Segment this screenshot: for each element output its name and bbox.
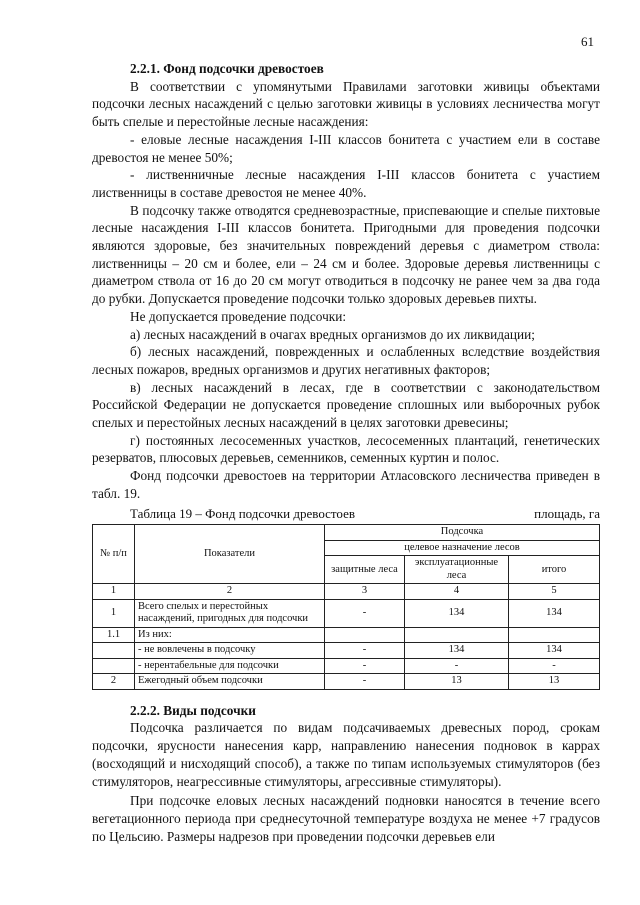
row-protective: -	[325, 643, 405, 659]
header-purpose: целевое назначение лесов	[325, 540, 600, 556]
row-exploitation: -	[405, 658, 509, 674]
row-protective: -	[325, 599, 405, 627]
col-number: 5	[509, 584, 600, 600]
column-number-row	[93, 584, 600, 600]
row-exploitation: 134	[405, 643, 509, 659]
row-num	[93, 658, 135, 674]
table-caption-row	[92, 505, 600, 523]
row-num: 1.1	[93, 627, 135, 643]
page-number: 61	[581, 34, 594, 49]
table-row	[93, 643, 600, 659]
table-row	[93, 627, 600, 643]
list-item: б) лесных насаждений, поврежденных и ослабленных вследствие воздействия лесных пожаров, вредных организмов и других негативных факторов;	[92, 344, 600, 377]
table-row	[93, 599, 600, 627]
section-heading: 2.2.1. Фонд подсочки древостоев	[130, 61, 324, 76]
header-total: итого	[509, 556, 600, 584]
row-total: 13	[509, 674, 600, 690]
header-exploitation: эксплуатационные леса	[405, 556, 509, 584]
col-number: 2	[135, 584, 325, 600]
row-num	[93, 643, 135, 659]
list-item: - лиственничные лесные насаждения I-III классов бонитета с участием лиственницы в составе древостоя не менее 40%.	[92, 167, 600, 200]
row-name: Всего спелых и перестойных насаждений, пригодных для подсочки	[135, 599, 325, 627]
list-item: в) лесных насаждений в лесах, где в соответствии с законодательством Российской Федерации не допускается проведение сплошных или выборочных рубок спелых и перестойных лесных насаждений в целях заготовки древесины;	[92, 379, 600, 431]
document-body	[92, 60, 600, 845]
header-protective: защитные леса	[325, 556, 405, 584]
paragraph: Подсочка различается по видам подсачиваемых древесных пород, срокам подсочки, ярусности нанесения карр, направлению нанесения подновок в каррах (восходящий и нисходящий способ), а также по типам используемых стимуляторов (без стимуляторов, неагрессивные стимуляторы, агрессивные стимуляторы).	[92, 720, 600, 789]
table-row	[93, 658, 600, 674]
paragraph: В соответствии с упомянутыми Правилами заготовки живицы объектами подсочки лесных насаждений с целью заготовки живицы в условиях лесничества могут быть спелые и перестойные лесные насаждения:	[92, 78, 600, 130]
row-name: Из них:	[135, 627, 325, 643]
list-item: а) лесных насаждений в очагах вредных организмов до их ликвидации;	[130, 326, 535, 342]
row-name: - нерентабельные для подсочки	[135, 658, 325, 674]
row-protective	[325, 627, 405, 643]
header-num: № п/п	[93, 525, 135, 584]
row-protective: -	[325, 658, 405, 674]
row-total: 134	[509, 643, 600, 659]
row-total	[509, 627, 600, 643]
row-total: 134	[509, 599, 600, 627]
row-num: 2	[93, 674, 135, 690]
col-number: 1	[93, 584, 135, 600]
section-heading: 2.2.2. Виды подсочки	[130, 702, 256, 718]
table-caption: Таблица 19 – Фонд подсочки древостоев	[130, 505, 355, 521]
paragraph: В подсочку также отводятся средневозрастные, приспевающие и спелые пихтовые лесные насаждения I-III классов бонитета. Пригодными для проведения подсочки являются здоровые, без значительных повреждений деревья с диаметром ствола: лиственницы – 20 см и более, ели – 24 см и более. Здоровые деревья лиственницы с диаметром ствола от 16 до 20 см могут отводиться в подсочку не ранее чем за два года до рубки. Допускается проведение подсочки только здоровых деревьев пихты.	[92, 202, 600, 307]
table-row	[93, 674, 600, 690]
row-exploitation: 134	[405, 599, 509, 627]
col-number: 4	[405, 584, 509, 600]
col-number: 3	[325, 584, 405, 600]
header-podsochka: Подсочка	[325, 525, 600, 541]
row-total: -	[509, 658, 600, 674]
paragraph: Не допускается проведение подсочки:	[130, 308, 347, 324]
row-name: Ежегодный объем подсочки	[135, 674, 325, 690]
row-exploitation: 13	[405, 674, 509, 690]
list-item: г) постоянных лесосеменных участков, лесосеменных плантаций, генетических резерватов, плюсовых деревьев, семенников, семенных куртин и полос.	[92, 432, 600, 466]
row-name: - не вовлечены в подсочку	[135, 643, 325, 659]
row-protective: -	[325, 674, 405, 690]
table-units: площадь, га	[534, 505, 600, 521]
data-table	[92, 524, 600, 690]
paragraph: При подсочке еловых лесных насаждений подновки наносятся в течение всего вегетационного периода при среднесуточной температуре воздуха не менее +7 градусов по Цельсию. Размеры надрезов при проведении подсочки деревьев ели	[92, 793, 600, 844]
list-item: - еловые лесные насаждения I-III классов бонитета с участием ели в составе древостоя не менее 50%;	[92, 131, 600, 165]
row-exploitation	[405, 627, 509, 643]
row-num: 1	[93, 599, 135, 627]
header-indicators: Показатели	[135, 525, 325, 584]
paragraph: Фонд подсочки древостоев на территории Атласовского лесничества приведен в табл. 19.	[92, 468, 600, 501]
